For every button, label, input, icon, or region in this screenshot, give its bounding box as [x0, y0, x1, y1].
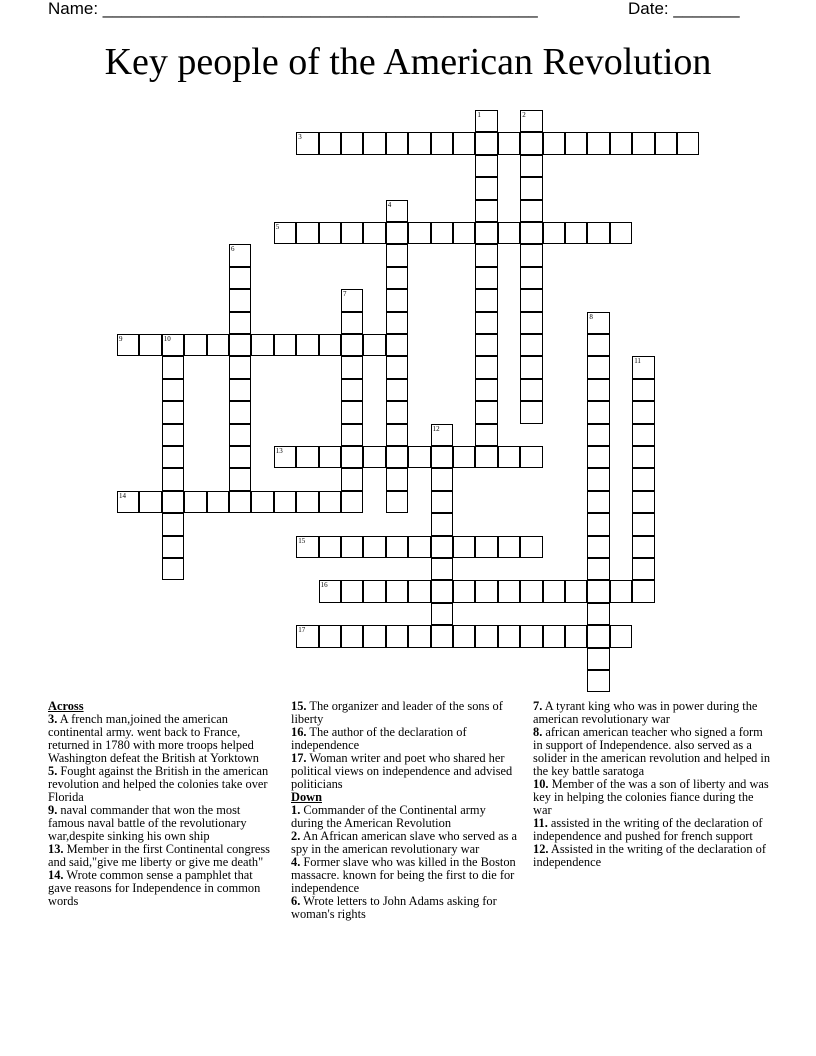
crossword-cell[interactable] — [475, 132, 497, 154]
crossword-cell[interactable] — [431, 513, 453, 535]
crossword-cell[interactable] — [117, 491, 139, 513]
down-heading: Down — [291, 790, 322, 804]
clue-down-10: 10. Member of the was a son of liberty and was key in helping the colonies fiance during the war — [533, 777, 769, 817]
crossword-cell[interactable] — [475, 424, 497, 446]
crossword-cell[interactable] — [296, 446, 318, 468]
crossword-cell[interactable] — [587, 356, 609, 378]
crossword-cell[interactable] — [117, 334, 139, 356]
crossword-cell[interactable] — [386, 379, 408, 401]
clue-down-2: 2. An African american slave who served as a spy in the american revolutionary war — [291, 829, 518, 856]
crossword-cell[interactable] — [386, 625, 408, 647]
crossword-cell[interactable] — [139, 491, 161, 513]
clue-across-16: 16. The author of the declaration of independence — [291, 725, 467, 752]
crossword-cell[interactable] — [543, 222, 565, 244]
crossword-cell[interactable] — [677, 132, 699, 154]
crossword-cell[interactable] — [184, 334, 206, 356]
crossword-cell[interactable] — [296, 132, 318, 154]
crossword-cell[interactable] — [296, 334, 318, 356]
crossword-cell[interactable] — [587, 334, 609, 356]
crossword-cell[interactable] — [431, 468, 453, 490]
crossword-cell[interactable] — [587, 491, 609, 513]
crossword-cell[interactable] — [520, 625, 542, 647]
clue-column-2 — [291, 700, 519, 921]
crossword-cell[interactable] — [229, 468, 251, 490]
date-line[interactable]: Date: _______ — [628, 0, 740, 18]
crossword-cell[interactable] — [498, 625, 520, 647]
crossword-cell[interactable] — [632, 132, 654, 154]
crossword-cell[interactable] — [229, 267, 251, 289]
crossword-cell[interactable] — [319, 625, 341, 647]
crossword-cell[interactable] — [162, 468, 184, 490]
crossword-cell[interactable] — [587, 222, 609, 244]
page-title: Key people of the American Revolution — [104, 41, 712, 83]
crossword-cell[interactable] — [363, 132, 385, 154]
crossword-cell[interactable] — [520, 155, 542, 177]
crossword-cell[interactable] — [498, 222, 520, 244]
cell-number: 13 — [275, 447, 283, 455]
crossword-cell[interactable] — [520, 289, 542, 311]
crossword-cell[interactable] — [162, 558, 184, 580]
crossword-cell[interactable] — [274, 222, 296, 244]
clue-across-5: 5. Fought against the British in the american revolution and helped the colonies take over Florida — [48, 764, 269, 804]
crossword-cell[interactable] — [319, 536, 341, 558]
crossword-cell[interactable] — [520, 401, 542, 423]
crossword-cell[interactable] — [520, 536, 542, 558]
crossword-cell[interactable] — [610, 132, 632, 154]
cell-number: 4 — [387, 200, 392, 209]
cell-number: 5 — [275, 223, 280, 231]
crossword-cell[interactable] — [632, 468, 654, 490]
crossword-cell[interactable] — [341, 491, 363, 513]
crossword-cell[interactable] — [475, 334, 497, 356]
crossword-cell[interactable] — [587, 513, 609, 535]
crossword-cell[interactable] — [229, 401, 251, 423]
crossword-cell[interactable] — [453, 222, 475, 244]
crossword-cell[interactable] — [184, 491, 206, 513]
crossword-cell[interactable] — [341, 312, 363, 334]
crossword-cell[interactable] — [543, 132, 565, 154]
crossword-cell[interactable] — [386, 312, 408, 334]
crossword-cell[interactable] — [341, 401, 363, 423]
crossword-cell[interactable] — [341, 580, 363, 602]
crossword-cell[interactable] — [587, 424, 609, 446]
crossword-cell[interactable] — [565, 132, 587, 154]
crossword-cell[interactable] — [431, 558, 453, 580]
crossword-cell[interactable] — [229, 312, 251, 334]
crossword-cell[interactable] — [386, 334, 408, 356]
crossword-cell[interactable] — [610, 625, 632, 647]
crossword-cell[interactable] — [520, 356, 542, 378]
cell-number: 15 — [298, 536, 306, 545]
crossword-cell[interactable] — [431, 491, 453, 513]
crossword-cell[interactable] — [587, 670, 609, 692]
crossword-cell[interactable] — [475, 379, 497, 401]
crossword-cell[interactable] — [229, 379, 251, 401]
cell-number: 10 — [163, 335, 171, 343]
crossword-cell[interactable] — [587, 312, 609, 334]
clue-down-6: 6. Wrote letters to John Adams asking for woman's rights — [291, 894, 497, 921]
crossword-cell[interactable] — [632, 536, 654, 558]
crossword-cell[interactable] — [520, 200, 542, 222]
crossword-cell[interactable] — [386, 468, 408, 490]
crossword-cell[interactable] — [431, 424, 453, 446]
crossword-cell[interactable] — [520, 244, 542, 266]
crossword-cell[interactable] — [296, 536, 318, 558]
crossword-cell[interactable] — [543, 625, 565, 647]
cell-number: 9 — [119, 335, 123, 343]
crossword-cell[interactable] — [431, 603, 453, 625]
crossword-cell[interactable] — [139, 334, 161, 356]
clue-down-4: 4. Former slave who was killed in the Boston massacre. known for being the first to die for independence — [291, 855, 516, 895]
crossword-cell[interactable] — [251, 334, 273, 356]
clue-across-3: 3. A french man,joined the american continental army. went back to France, returned in 1780 with more troops helped Washington defeat the British at Yorktown — [48, 712, 259, 765]
crossword-cell[interactable] — [587, 379, 609, 401]
crossword-cell[interactable] — [162, 513, 184, 535]
crossword-cell[interactable] — [520, 267, 542, 289]
crossword-cell[interactable] — [341, 424, 363, 446]
crossword-cell[interactable] — [475, 177, 497, 199]
crossword-cell[interactable] — [408, 625, 430, 647]
crossword-cell[interactable] — [363, 334, 385, 356]
crossword-cell[interactable] — [475, 267, 497, 289]
clue-column-1 — [48, 700, 278, 908]
crossword-cell[interactable] — [386, 222, 408, 244]
crossword-cell[interactable] — [363, 580, 385, 602]
cell-number: 17 — [298, 626, 306, 635]
clue-down-8: 8. african american teacher who signed a form in support of Independence. also served as a solider in the american revolution and helped in the key battle saratoga — [533, 725, 771, 778]
crossword-cell[interactable] — [162, 379, 184, 401]
clue-across-13: 13. Member in the first Continental congress and said,"give me liberty or give me death" — [48, 842, 270, 869]
crossword-cell[interactable] — [587, 648, 609, 670]
clue-down-11: 11. assisted in the writing of the declaration of independence and pushed for french support — [533, 816, 763, 843]
clue-across-15: 15. The organizer and leader of the sons of liberty — [291, 699, 503, 726]
crossword-cell[interactable] — [341, 334, 363, 356]
cell-number: 1 — [477, 111, 481, 119]
crossword-cell[interactable] — [363, 446, 385, 468]
crossword-cell[interactable] — [475, 289, 497, 311]
crossword-cell[interactable] — [632, 424, 654, 446]
crossword-cell[interactable] — [162, 401, 184, 423]
crossword-cell[interactable] — [587, 603, 609, 625]
cell-number: 11 — [634, 357, 641, 366]
clue-down-7: 7. A tyrant king who was in power during the american revolutionary war — [533, 699, 758, 726]
cell-number: 6 — [231, 245, 235, 254]
crossword-cell[interactable] — [341, 356, 363, 378]
crossword-cell[interactable] — [251, 491, 273, 513]
cell-number: 14 — [119, 491, 126, 500]
crossword-cell[interactable] — [453, 625, 475, 647]
name-line[interactable]: Name: ______________________________________________ — [48, 0, 538, 18]
crossword-cell[interactable] — [162, 491, 184, 513]
crossword-cell[interactable] — [565, 222, 587, 244]
crossword-cell[interactable] — [341, 222, 363, 244]
crossword-cell[interactable] — [162, 446, 184, 468]
crossword-cell[interactable] — [162, 424, 184, 446]
crossword-cell[interactable] — [520, 580, 542, 602]
crossword-cell[interactable] — [475, 625, 497, 647]
crossword-cell[interactable] — [587, 558, 609, 580]
crossword-cell[interactable] — [431, 580, 453, 602]
crossword-cell[interactable] — [587, 625, 609, 647]
crossword-cell[interactable] — [520, 110, 542, 132]
crossword-cell[interactable] — [229, 334, 251, 356]
crossword-cell[interactable] — [363, 625, 385, 647]
crossword-cell[interactable] — [498, 580, 520, 602]
crossword-cell[interactable] — [386, 289, 408, 311]
crossword-cell[interactable] — [319, 222, 341, 244]
clue-across-17: 17. Woman writer and poet who shared her political views on independence and advised politicians — [291, 751, 513, 791]
crossword-cell[interactable] — [543, 580, 565, 602]
crossword-cell[interactable] — [475, 312, 497, 334]
crossword-cell[interactable] — [229, 424, 251, 446]
crossword-cell[interactable] — [386, 267, 408, 289]
crossword-cell[interactable] — [453, 536, 475, 558]
crossword-cell[interactable] — [341, 446, 363, 468]
crossword-cell[interactable] — [655, 132, 677, 154]
crossword-cell[interactable] — [498, 132, 520, 154]
crossword-cell[interactable] — [162, 356, 184, 378]
crossword-cell[interactable] — [565, 625, 587, 647]
crossword-cell[interactable] — [610, 222, 632, 244]
crossword-cell[interactable] — [520, 334, 542, 356]
crossword-cell[interactable] — [498, 536, 520, 558]
crossword-cell[interactable] — [587, 468, 609, 490]
crossword-cell[interactable] — [475, 222, 497, 244]
crossword-cell[interactable] — [386, 536, 408, 558]
crossword-cell[interactable] — [229, 289, 251, 311]
crossword-cell[interactable] — [363, 222, 385, 244]
crossword-cell[interactable] — [587, 580, 609, 602]
crossword-cell[interactable] — [341, 468, 363, 490]
crossword-cell[interactable] — [207, 491, 229, 513]
crossword-cell[interactable] — [475, 200, 497, 222]
crossword-cell[interactable] — [296, 491, 318, 513]
crossword-cell[interactable] — [632, 379, 654, 401]
crossword-cell[interactable] — [341, 379, 363, 401]
crossword-cell[interactable] — [632, 491, 654, 513]
crossword-cell[interactable] — [341, 132, 363, 154]
crossword-cell[interactable] — [386, 356, 408, 378]
clue-across-9: 9. naval commander that won the most famous naval battle of the revolutionary war,despite sinking his own ship — [48, 803, 247, 843]
clue-down-1: 1. Commander of the Continental army during the American Revolution — [291, 803, 486, 830]
crossword-cell[interactable] — [319, 334, 341, 356]
crossword-cell[interactable] — [610, 580, 632, 602]
crossword-cell[interactable] — [520, 132, 542, 154]
crossword-cell[interactable] — [274, 334, 296, 356]
crossword-cell[interactable] — [296, 222, 318, 244]
crossword-cell[interactable] — [162, 334, 184, 356]
crossword-cell[interactable] — [319, 132, 341, 154]
crossword-cell[interactable] — [475, 244, 497, 266]
crossword-cell[interactable] — [162, 536, 184, 558]
crossword-cell[interactable] — [498, 446, 520, 468]
crossword-cell[interactable] — [408, 222, 430, 244]
crossword-cell[interactable] — [341, 625, 363, 647]
crossword-cell[interactable] — [431, 222, 453, 244]
crossword-cell[interactable] — [475, 356, 497, 378]
crossword-cell[interactable] — [520, 379, 542, 401]
crossword-cell[interactable] — [453, 446, 475, 468]
clue-down-12: 12. Assisted in the writing of the declaration of independence — [533, 842, 766, 869]
cell-number: 7 — [343, 290, 347, 299]
crossword-cell[interactable] — [386, 132, 408, 154]
crossword-cell[interactable] — [632, 401, 654, 423]
crossword-cell[interactable] — [386, 401, 408, 423]
crossword-cell[interactable] — [475, 155, 497, 177]
crossword-cell[interactable] — [587, 132, 609, 154]
crossword-cell[interactable] — [587, 446, 609, 468]
crossword-cell[interactable] — [453, 580, 475, 602]
crossword-cell[interactable] — [431, 446, 453, 468]
clue-across-14: 14. Wrote common sense a pamphlet that gave reasons for Independence in common words — [48, 868, 261, 908]
crossword-cell[interactable] — [475, 536, 497, 558]
crossword-cell[interactable] — [386, 491, 408, 513]
across-heading: Across — [48, 699, 84, 713]
crossword-cell[interactable] — [587, 401, 609, 423]
crossword-cell[interactable] — [408, 536, 430, 558]
crossword-cell[interactable] — [319, 580, 341, 602]
crossword-cell[interactable] — [229, 446, 251, 468]
crossword-cell[interactable] — [632, 446, 654, 468]
cell-number: 12 — [432, 424, 440, 433]
crossword-cell[interactable] — [431, 132, 453, 154]
crossword-cell[interactable] — [520, 177, 542, 199]
clue-column-3 — [533, 700, 771, 869]
crossword-cell[interactable] — [520, 222, 542, 244]
crossword-cell[interactable] — [274, 491, 296, 513]
crossword-cell[interactable] — [274, 446, 296, 468]
crossword-cell[interactable] — [408, 446, 430, 468]
crossword-cell[interactable] — [386, 424, 408, 446]
crossword-cell[interactable] — [386, 200, 408, 222]
crossword-cell[interactable] — [207, 334, 229, 356]
crossword-cell[interactable] — [386, 446, 408, 468]
crossword-cell[interactable] — [632, 356, 654, 378]
cell-number: 16 — [320, 581, 328, 590]
crossword-cell[interactable] — [363, 536, 385, 558]
crossword-cell[interactable] — [475, 580, 497, 602]
crossword-cell[interactable] — [386, 244, 408, 266]
crossword-cell[interactable] — [453, 132, 475, 154]
crossword-cell[interactable] — [341, 289, 363, 311]
crossword-cell[interactable] — [296, 625, 318, 647]
crossword-cell[interactable] — [565, 580, 587, 602]
cell-number: 8 — [589, 312, 593, 321]
crossword-cell[interactable] — [229, 491, 251, 513]
crossword-cell[interactable] — [408, 132, 430, 154]
crossword-cell[interactable] — [520, 446, 542, 468]
crossword-cell[interactable] — [587, 536, 609, 558]
crossword-cell[interactable] — [341, 536, 363, 558]
crossword-cell[interactable] — [431, 625, 453, 647]
crossword-cell[interactable] — [319, 446, 341, 468]
crossword-cell[interactable] — [632, 558, 654, 580]
crossword-cell[interactable] — [520, 312, 542, 334]
crossword-cell[interactable] — [475, 110, 497, 132]
crossword-cell[interactable] — [431, 536, 453, 558]
cell-number: 2 — [522, 111, 526, 119]
crossword-cell[interactable] — [386, 580, 408, 602]
crossword-cell[interactable] — [632, 580, 654, 602]
crossword-cell[interactable] — [408, 580, 430, 602]
crossword-cell[interactable] — [475, 446, 497, 468]
crossword-cell[interactable] — [229, 356, 251, 378]
crossword-cell[interactable] — [229, 244, 251, 266]
crossword-cell[interactable] — [632, 513, 654, 535]
crossword-cell[interactable] — [319, 491, 341, 513]
crossword-cell[interactable] — [475, 401, 497, 423]
cell-number: 3 — [298, 133, 302, 142]
